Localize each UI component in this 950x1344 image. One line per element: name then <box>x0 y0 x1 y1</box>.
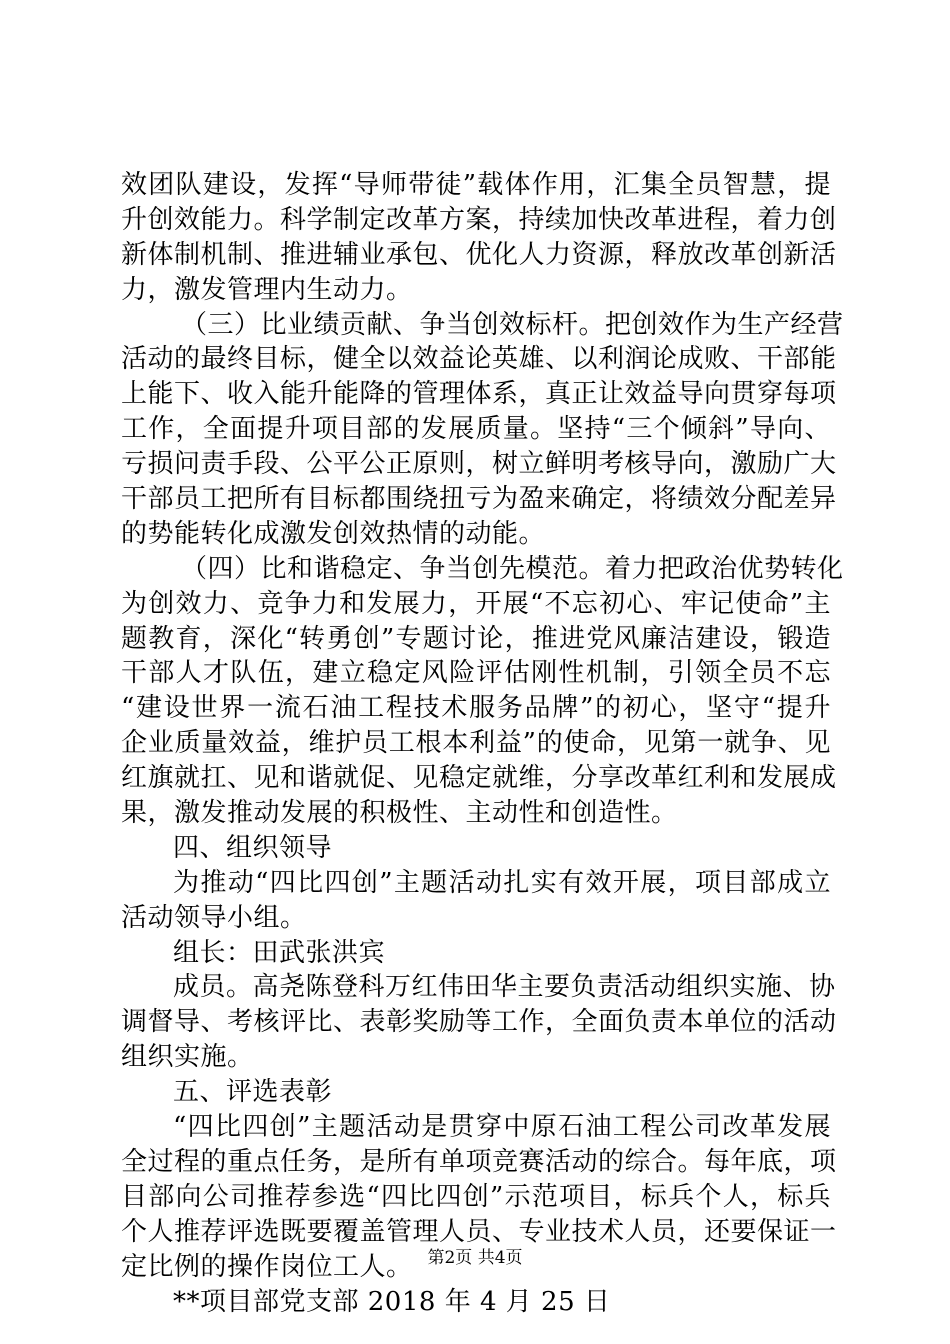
document-line: 目部向公司推荐参选“四比四创”示范项目，标兵个人，标兵 <box>121 1181 831 1212</box>
document-line: 题教育，深化“转勇创”专题讨论，推进党风廉洁建设，锻造 <box>121 623 831 654</box>
document-line: 定比例的操作岗位工人。 <box>121 1251 413 1282</box>
document-line: “建设世界一流石油工程技术服务品牌”的初心，坚守“提升 <box>121 693 831 724</box>
document-line: **项目部党支部 2018 年 4 月 25 日 <box>173 1286 611 1317</box>
document-line: 力，激发管理内生动力。 <box>121 274 413 305</box>
document-line: 企业质量效益，维护员工根本利益”的使命，见第一就争、见 <box>121 728 831 759</box>
document-line: 五、评选表彰 <box>173 1077 333 1108</box>
document-line: 干部员工把所有目标都围绕扭亏为盈来确定，将绩效分配差异 <box>121 484 837 515</box>
document-line: 为创效力、竞争力和发展力，开展“不忘初心、牢记使命”主 <box>121 588 831 619</box>
document-line: 工作，全面提升项目部的发展质量。坚持“三个倾斜”导向、 <box>121 414 831 445</box>
document-line: 组长：田武张洪宾 <box>173 937 386 968</box>
document-line: 干部人才队伍，建立稳定风险评估刚性机制，引领全员不忘 <box>121 658 831 689</box>
document-line: 效团队建设，发挥“导师带徒”载体作用，汇集全员智慧，提 <box>121 170 831 200</box>
document-line: 组织实施。 <box>121 1042 254 1073</box>
document-line: 的势能转化成激发创效热情的动能。 <box>121 518 546 549</box>
document-line: “四比四创”主题活动是贯穿中原石油工程公司改革发展 <box>173 1112 831 1143</box>
document-line: 四、组织领导 <box>173 832 333 863</box>
document-line: 全过程的重点任务，是所有单项竞赛活动的综合。每年底，项 <box>121 1146 837 1177</box>
document-body <box>121 168 844 1319</box>
document-line: 新体制机制、推进辅业承包、优化人力资源，释放改革创新活 <box>121 239 837 270</box>
document-line: 果，激发推动发展的积极性、主动性和创造性。 <box>121 798 678 829</box>
document-line: 上能下、收入能升能降的管理体系，真正让效益导向贯穿每项 <box>121 379 837 410</box>
document-line: （三）比业绩贡献、争当创效标杆。把创效作为生产经营 <box>181 309 844 340</box>
document-line: 亏损问责手段、公平公正原则，树立鲜明考核导向，激励广大 <box>121 449 837 480</box>
document-line: 调督导、考核评比、表彰奖励等工作，全面负责本单位的活动 <box>121 1007 837 1038</box>
document-line: 升创效能力。科学制定改革方案，持续加快改革进程，着力创 <box>121 204 837 235</box>
page-footer: 第2页 共4页 <box>427 1248 523 1268</box>
document-line: 成员。高尧陈登科万红伟田华主要负责活动组织实施、协 <box>173 972 836 1003</box>
document-line: 个人推荐评选既要覆盖管理人员、专业技术人员，还要保证一 <box>121 1216 837 1247</box>
document-line: 活动的最终目标，健全以效益论英雄、以利润论成败、干部能 <box>121 344 837 375</box>
document-line: 为推动“四比四创”主题活动扎实有效开展，项目部成立 <box>173 867 831 898</box>
document-line: （四）比和谐稳定、争当创先模范。着力把政治优势转化 <box>181 553 844 584</box>
document-line: 活动领导小组。 <box>121 902 307 933</box>
document-line: 红旗就扛、见和谐就促、见稳定就维，分享改革红利和发展成 <box>121 763 837 794</box>
